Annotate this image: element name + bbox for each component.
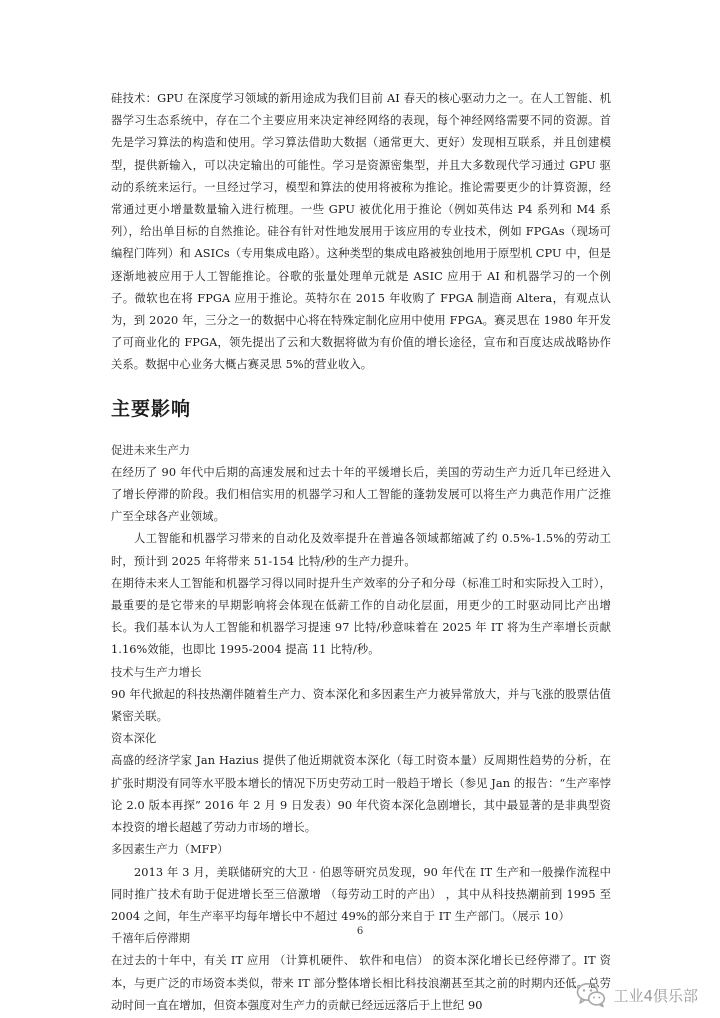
paragraph-capital-deepening: 高盛的经济学家 Jan Hazius 提供了他近期就资本深化（每工时资本量）反周期性趋势的分析，在扩张时期没有同等水平股本增长的情况下历史劳动工时一般趋于增长（参见 Jan 的报告：“生产率悖论 2.0 版本再探” 2016 年 2 月 9 日发表）90 年代资本深化急剧增长，其中最显著的是非典型资本投资的增长超越了劳动力市场的增长。 [111, 754, 611, 835]
paragraph-mfp: 2013 年 3 月，美联储研究的大卫 · 伯恩等研究员发现，90 年代在 IT 生产和一般操作流程中同时推广技术有助于促进增长至三倍激增 （每劳动工时的产出） ，其中从科技热潮前到 1995 至 2004 之间，年生产率平均每年增长中不超过 49%的部分来自于 IT 生产部门。（展示 10） [111, 865, 611, 923]
wechat-icon [576, 982, 606, 1008]
subheading-future-productivity: 促进未来生产力 [111, 443, 191, 457]
paragraph-productivity-stagnation: 在经历了 90 年代中后期的高速发展和过去十年的平缓增长后，美国的劳动生产力近几年已经进入了增长停滞的阶段。我们相信实用的机器学习和人工智能的蓬勃发展可以将生产力典范作用广泛推广至全球各产业领域。 [111, 465, 611, 524]
paragraph-future-expectations: 在期待未来人工智能和机器学习得以同时提升生产效率的分子和分母（标准工时和实际投入工时），最重要的是它带来的早期影响将会体现在低薪工作的自动化层面，用更少的工时驱动同比产出增长。我们基本认为人工智能和机器学习提速 97 比特/秒意味着在 2025 年 IT 将为生产率增长贡献 1.16%效能，也即比 1995-2004 提高 11 比特/秒。 [111, 576, 611, 657]
subheading-millennium-stagnation: 千禧年后停滞期 [111, 932, 191, 946]
subheading-tech-productivity: 技术与生产力增长 [111, 665, 202, 679]
paragraph-tech-boom: 90 年代掀起的科技热潮伴随着生产力、资本深化和多因素生产力被异常放大，并与飞涨的股票估值紧密关联。 [111, 687, 611, 724]
paragraph-silicon-technology: 硅技术：GPU 在深度学习领域的新用途成为我们目前 AI 春天的核心驱动力之一。在人工智能、机器学习生态系统中，存在二个主要应用来决定神经网络的表现，每个神经网络需要不同的资源。首先是学习算法的构造和使用。学习算法借助大数据（通常更大、更好）发现相互联系，并且创建模型，提供新输入，可以决定输出的可能性。学习是资源密集型，并且大多数现代学习通过 GPU 驱动的系统来运行。一旦经过学习，模型和算法的使用将被称为推论。推论需要更少的计算资源，经常通过更小增量数量输入进行梳理。一些 GPU 被优化用于推论（例如英伟达 P4 系列和 M4 系列），给出单目标的自然推论。硅谷有针对性地发展用于该应用的专业技术，例如 FPGAs（现场可编程门阵列）和 ASICs（专用集成电路）。这种类型的集成电路被独创地用于原型机 CPU 中，但是逐渐地被应用于人工智能推论。谷歌的张量处理单元就是 ASIC 应用于 AI 和机器学习的一个例子。微软也在将 FPGA 应用于推论。英特尔在 2015 年收购了 FPGA 制造商 Altera，有观点认为，到 2020 年，三分之一的数据中心将在特殊定制化应用中使用 FPGA。赛灵思在 1980 年开发了可商业化的 FPGA，领先提出了云和大数据将做为有价值的增长途径，宣布和百度达成战略协作关系。数据中心业务大概占赛灵思 5%的营业收入。 [111, 92, 611, 372]
watermark [576, 982, 698, 1008]
subheading-capital-deepening: 资本深化 [111, 732, 157, 746]
page-content [111, 88, 611, 1017]
subheading-mfp: 多因素生产力（MFP） [111, 843, 229, 857]
paragraph-automation-efficiency: 人工智能和机器学习带来的自动化及效率提升在普遍各领域都缩减了约 0.5%-1.5%的劳动工时，预计到 2025 年将带来 51-154 比特/秒的生产力提升。 [111, 532, 611, 568]
watermark-text: 工业4俱乐部 [613, 986, 698, 1005]
page-number: 6 [356, 926, 364, 937]
paragraph-millennium-stagnation: 在过去的十年中，有关 IT 应用 （计算机硬件、 软件和电信） 的资本深化增长已经停滞了。IT 资本，与更广泛的市场资本类似，带来 IT 部分整体增长相比科技浪潮甚至其之前的时期内还低。总劳动时间一直在增加，但资本强度对生产力的贡献已经远远落后于上世纪 90 [111, 954, 611, 1012]
section-heading: 主要影响 [111, 397, 192, 420]
